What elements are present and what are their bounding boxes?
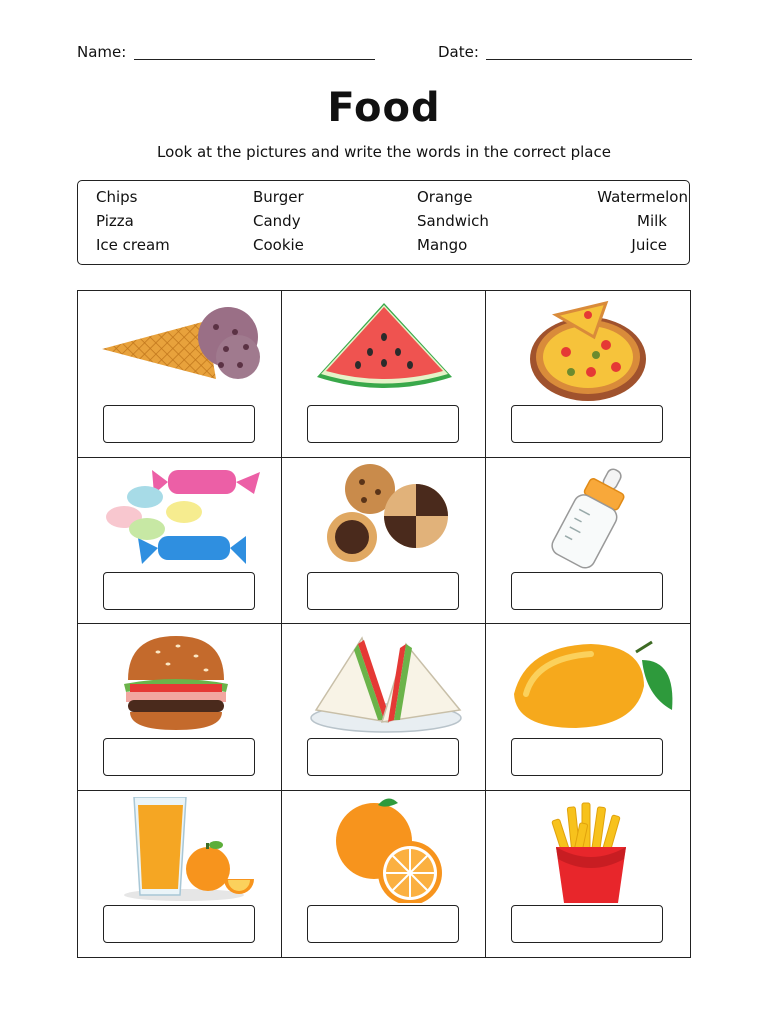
candy-icon [88,464,273,570]
picture-cell [78,291,282,458]
name-label: Name: [77,43,127,61]
word-bank-word: Mango [417,236,468,254]
word-bank-word: Orange [417,188,473,206]
picture-grid [77,290,691,958]
picture-cell [282,291,486,458]
burger-icon [88,630,273,736]
picture-cell [486,624,690,791]
answer-box[interactable] [511,572,663,610]
answer-box[interactable] [307,572,459,610]
date-field[interactable] [486,59,692,60]
answer-box[interactable] [511,738,663,776]
picture-cell [486,458,690,625]
answer-box[interactable] [103,905,255,943]
answer-box[interactable] [307,738,459,776]
answer-box[interactable] [103,738,255,776]
orange-icon [292,797,477,903]
picture-cell [486,291,690,458]
picture-cell [78,458,282,625]
picture-cell [486,791,690,958]
watermelon-icon [292,297,477,403]
name-field[interactable] [134,59,375,60]
ice-cream-icon [88,297,273,403]
answer-box[interactable] [103,572,255,610]
milk-bottle-icon [496,464,681,570]
answer-box[interactable] [307,405,459,443]
word-bank-word: Chips [96,188,138,206]
answer-box[interactable] [307,905,459,943]
picture-cell [282,458,486,625]
word-bank-word: Milk [637,212,667,230]
picture-cell [282,791,486,958]
word-bank-word: Cookie [253,236,304,254]
picture-cell [282,624,486,791]
page-title: Food [327,85,441,131]
mango-icon [496,630,681,736]
chips-icon [496,797,681,903]
word-bank [77,180,690,265]
word-bank-word: Juice [631,236,667,254]
cookie-icon [292,464,477,570]
word-bank-word: Ice cream [96,236,170,254]
picture-cell [78,624,282,791]
sandwich-icon [292,630,477,736]
date-label: Date: [438,43,479,61]
answer-box[interactable] [511,405,663,443]
answer-box[interactable] [103,405,255,443]
word-bank-word: Pizza [96,212,134,230]
word-bank-word: Sandwich [417,212,489,230]
answer-box[interactable] [511,905,663,943]
word-bank-word: Burger [253,188,304,206]
pizza-icon [496,297,681,403]
word-bank-word: Candy [253,212,301,230]
picture-cell [78,791,282,958]
word-bank-word: Watermelon [597,188,688,206]
juice-icon [88,797,273,903]
instructions: Look at the pictures and write the words in the correct place [157,143,611,161]
